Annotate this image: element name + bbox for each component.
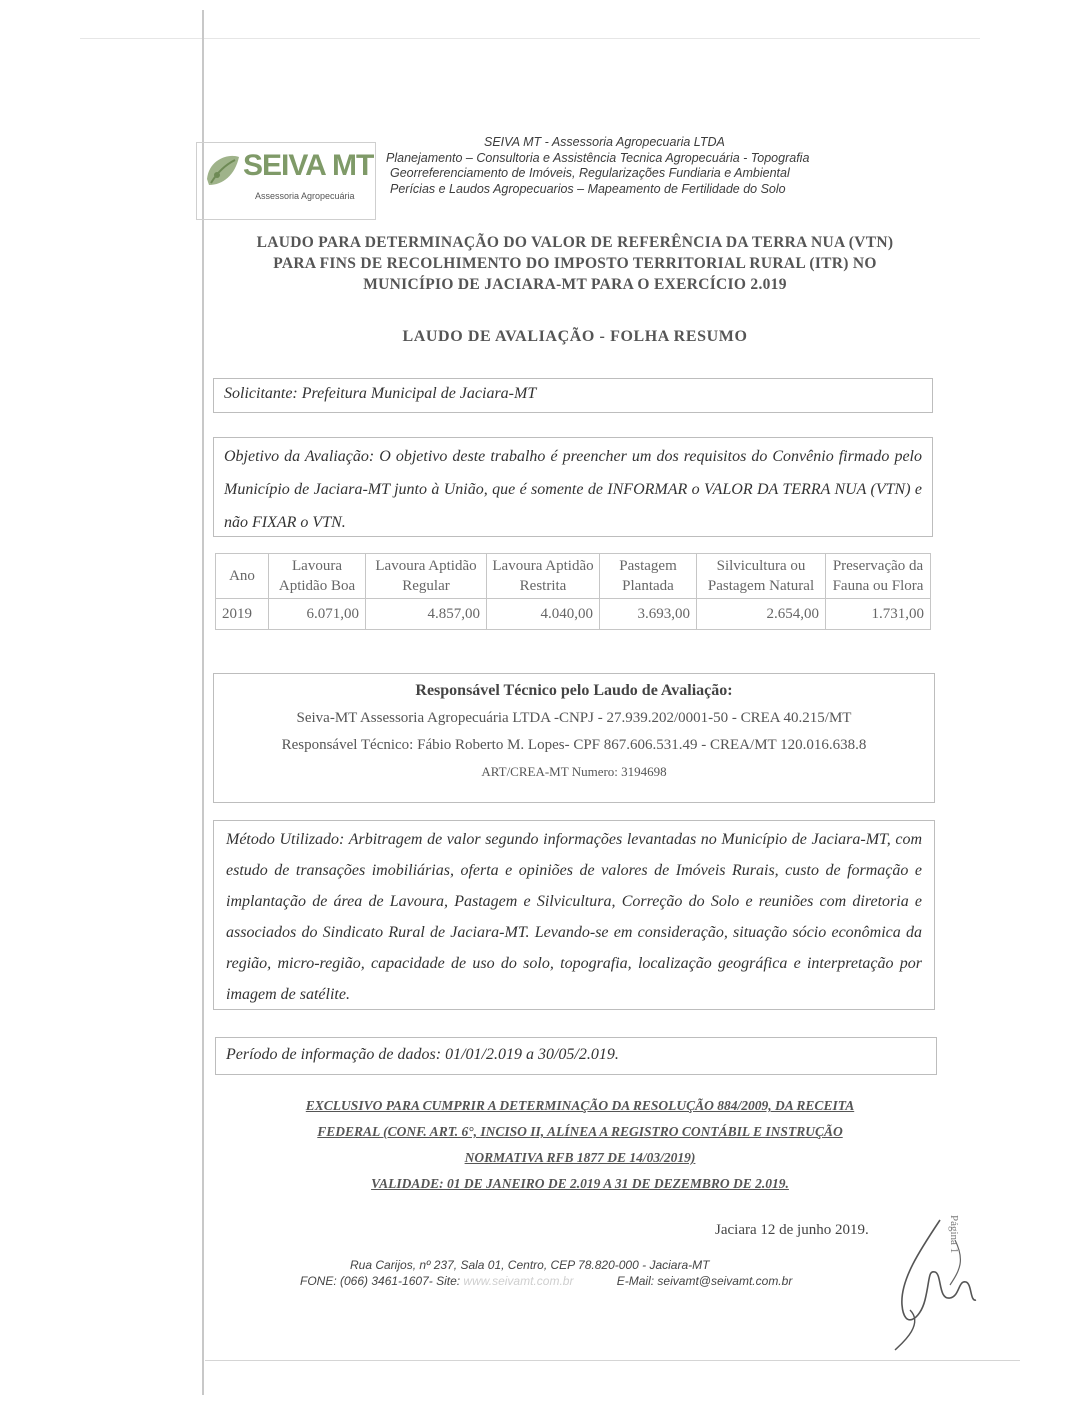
- company-services-1: Planejamento – Consultoria e Assistência Tecnica Agropecuária - Topografia: [386, 150, 810, 165]
- scan-edge-bottom: [205, 1360, 1020, 1361]
- document-date: Jaciara 12 de junho 2019.: [715, 1222, 869, 1238]
- table-cell: 3.693,00: [600, 599, 697, 630]
- company-info: [386, 135, 906, 197]
- notice-line: FEDERAL (CONF. ART. 6°, INCISO II, ALÍNEA A REGISTRO CONTÁBIL E INSTRUÇÃO: [317, 1124, 843, 1139]
- notice-line: NORMATIVA RFB 1877 DE 14/03/2019): [464, 1150, 696, 1165]
- signature: [880, 1210, 990, 1360]
- title-line: PARA FINS DE RECOLHIMENTO DO IMPOSTO TERRITORIAL RURAL (ITR) NO: [273, 255, 877, 272]
- table-header: Pastagem Plantada: [600, 554, 697, 599]
- art-number: ART/CREA-MT Numero: 3194698: [481, 764, 667, 779]
- responsavel-tecnico: Responsável Técnico: Fábio Roberto M. Lopes- CPF 867.606.531.49 - CREA/MT 120.016.638.8: [281, 737, 867, 753]
- exclusivo-notice: [230, 1093, 930, 1197]
- scan-edge-top: [80, 38, 980, 39]
- table-cell: 2019: [216, 599, 269, 630]
- table-header: Ano: [216, 554, 269, 599]
- document-title: [215, 232, 935, 295]
- company-logo: [196, 142, 376, 220]
- table-row: [216, 599, 931, 630]
- notice-line: EXCLUSIVO PARA CUMPRIR A DETERMINAÇÃO DA RESOLUÇÃO 884/2009, DA RECEITA: [305, 1098, 855, 1113]
- title-line: LAUDO PARA DETERMINAÇÃO DO VALOR DE REFERÊNCIA DA TERRA NUA (VTN): [256, 234, 894, 251]
- footer-phone: FONE: (066) 3461-1607- Site:: [300, 1274, 461, 1288]
- responsavel-heading: Responsável Técnico pelo Laudo de Avaliação:: [415, 682, 733, 699]
- validity-line: VALIDADE: 01 DE JANEIRO DE 2.019 A 31 DE DEZEMBRO DE 2.019.: [371, 1176, 789, 1191]
- company-services-2: Georreferenciamento de Imóveis, Regularizações Fundiaria e Ambiental: [390, 166, 790, 180]
- table-header: Lavoura Aptidão Regular: [366, 554, 487, 599]
- responsavel-company: Seiva-MT Assessoria Agropecuária LTDA -CNPJ - 27.939.202/0001-50 - CREA 40.215/MT: [296, 710, 852, 726]
- objetivo-box: Objetivo da Avaliação: O objetivo deste trabalho é preencher um dos requisitos do Convênio firmado pelo Município de Jaciara-MT junto à União, que é somente de INFORMAR o VALOR DA TERRA NUA (VTN) e não FIXAR o VTN.: [213, 437, 933, 537]
- responsavel-box: [213, 673, 935, 803]
- table-cell: 1.731,00: [826, 599, 931, 630]
- logo-subtitle: Assessoria Agropecuária: [255, 191, 355, 201]
- footer-contact: [300, 1273, 880, 1289]
- table-header: Preservação da Fauna ou Flora: [826, 554, 931, 599]
- metodo-box: Método Utilizado: Arbitragem de valor segundo informações levantadas no Município de Jaciara-MT, com estudo de transações imobiliárias, oferta e opiniões de valores de Imóveis Rurais, custo de formação e implantação de área de Lavoura, Pastagem e Silvicultura, Correção do Solo e reuniões com diretoria e associados do Sindicato Rural de Jaciara-MT. Levando-se em consideração, situação sócio econômica da região, micro-região, capacidade de uso do solo, topografia, localização geográfica e interpretação por imagem de satélite.: [213, 820, 935, 1010]
- footer-email[interactable]: E-Mail: seivamt@seivamt.com.br: [616, 1274, 793, 1288]
- company-services-3: Perícias e Laudos Agropecuarios – Mapeamento de Fertilidade do Solo: [390, 181, 786, 196]
- company-name: SEIVA MT - Assessoria Agropecuaria LTDA: [484, 135, 725, 149]
- document-subtitle: LAUDO DE AVALIAÇÃO - FOLHA RESUMO: [402, 328, 748, 345]
- title-line: MUNICÍPIO DE JACIARA-MT PARA O EXERCÍCIO 2.019: [363, 276, 787, 293]
- leaf-icon: [203, 149, 243, 193]
- footer-address: Rua Carijos, nº 237, Sala 01, Centro, CEP 78.820-000 - Jaciara-MT: [350, 1258, 710, 1272]
- footer: [300, 1257, 880, 1289]
- vtn-table: [215, 553, 931, 630]
- page-number: Página 1: [948, 1215, 960, 1254]
- table-cell: 6.071,00: [269, 599, 366, 630]
- table-header: Lavoura Aptidão Boa: [269, 554, 366, 599]
- solicitante-box: Solicitante: Prefeitura Municipal de Jaciara-MT: [213, 378, 933, 413]
- periodo-box: Período de informação de dados: 01/01/2.019 a 30/05/2.019.: [215, 1037, 937, 1075]
- table-cell: 2.654,00: [697, 599, 826, 630]
- table-cell: 4.040,00: [487, 599, 600, 630]
- footer-site[interactable]: www.seivamt.com.br: [463, 1274, 574, 1288]
- table-header-row: [216, 554, 931, 599]
- table-header: Silvicultura ou Pastagem Natural: [697, 554, 826, 599]
- logo-name: SEIVA MT: [243, 149, 374, 182]
- table-header: Lavoura Aptidão Restrita: [487, 554, 600, 599]
- table-cell: 4.857,00: [366, 599, 487, 630]
